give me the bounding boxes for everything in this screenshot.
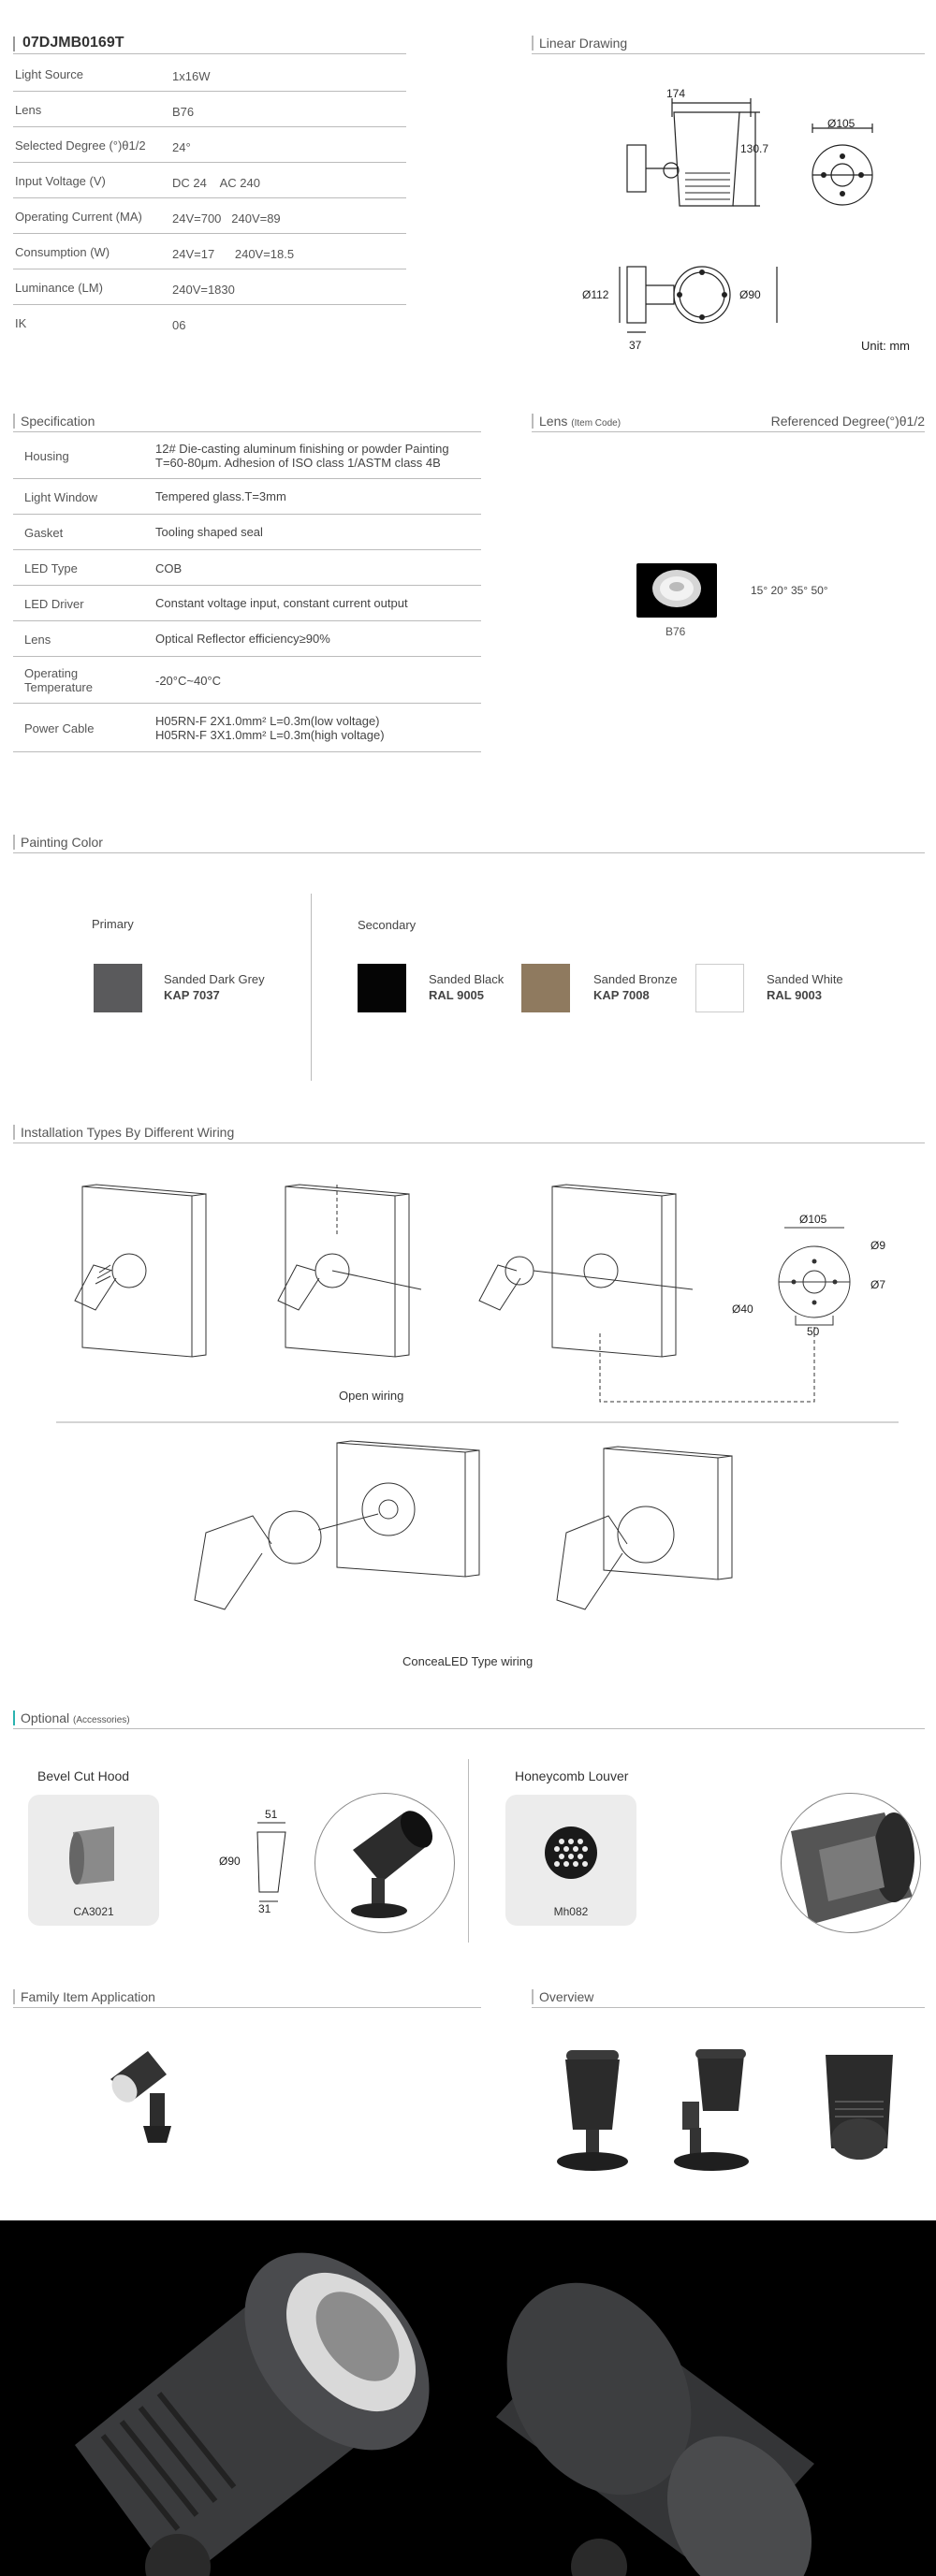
spec-value: 24V=17 240V=18.5	[172, 247, 295, 261]
louver-card	[505, 1795, 636, 1926]
spec-row	[13, 269, 406, 305]
spec-label: Operating Current (MA)	[15, 210, 142, 224]
section-bar	[532, 414, 534, 429]
spec-row	[13, 479, 481, 515]
swatch-name	[429, 971, 504, 1003]
bevel-card	[28, 1795, 159, 1926]
bevel-spotlight-graphic	[315, 1794, 455, 1933]
overview-image-back	[812, 2045, 906, 2176]
spec-label: Housing	[24, 449, 69, 463]
unit-label: Unit: mm	[861, 339, 910, 353]
spec-label: Lens	[15, 103, 42, 117]
swatch-label: Sanded Bronze	[593, 972, 678, 986]
bevel-title: Bevel Cut Hood	[37, 1768, 130, 1783]
swatch-code: RAL 9003	[767, 988, 823, 1002]
spec-label: Selected Degree (°)θ1/2	[15, 138, 146, 153]
spec-label: Gasket	[24, 526, 64, 540]
spec-row	[13, 550, 481, 586]
section-title	[539, 414, 621, 429]
specification-table	[13, 432, 481, 774]
spec-value: DC 24 AC 240	[172, 176, 260, 190]
optional-divider	[468, 1759, 469, 1943]
section-bar	[13, 1710, 15, 1725]
dim-base: Ø105	[827, 117, 856, 130]
dim-bottom: 50	[807, 1325, 820, 1338]
specification-header	[13, 412, 481, 432]
color-swatch-bronze	[521, 964, 570, 1012]
spec-value: Tooling shaped seal	[155, 525, 263, 539]
title-bar	[13, 36, 15, 51]
spec-row	[13, 234, 406, 269]
dim-left: Ø40	[732, 1303, 753, 1316]
section-title: Linear Drawing	[539, 36, 628, 51]
lens-title: Lens	[539, 414, 568, 429]
spec-value: 1x16W	[172, 69, 211, 83]
spec-label: Input Voltage (V)	[15, 174, 106, 188]
overview-image-front	[552, 2045, 636, 2176]
spec-label: LED Driver	[24, 597, 84, 611]
bevel-code: CA3021	[73, 1905, 114, 1918]
optional-subtitle: (Accessories)	[73, 1715, 130, 1725]
spec-row	[13, 56, 406, 92]
secondary-label: Secondary	[358, 918, 417, 932]
spec-value: -20°C~40°C	[155, 674, 222, 688]
lens-degrees: 15° 20° 35° 50°	[751, 584, 828, 597]
spec-row	[13, 704, 481, 752]
spec-label: Lens	[24, 633, 51, 647]
spec-row	[13, 432, 481, 479]
dim-top: Ø105	[799, 1213, 827, 1226]
spec-row	[13, 305, 406, 341]
spec-row	[13, 92, 406, 127]
product-code-header	[13, 34, 406, 54]
linear-drawing-header	[532, 34, 925, 54]
primary-label: Primary	[92, 917, 134, 931]
spec-label: IK	[15, 316, 27, 330]
section-title: Painting Color	[21, 835, 103, 850]
installation-diagrams	[0, 1160, 936, 1684]
spec-value: 240V=1830	[172, 283, 235, 297]
section-bar	[13, 414, 15, 429]
painting-header	[13, 833, 925, 853]
color-divider	[311, 894, 312, 1081]
optional-header	[13, 1709, 925, 1729]
family-product-image	[101, 2042, 195, 2145]
drawing-lines	[562, 75, 936, 365]
spec-row	[13, 621, 481, 657]
overview-image-side	[669, 2045, 763, 2176]
section-title: Specification	[21, 414, 95, 429]
spec-label: LED Type	[24, 561, 78, 575]
lens-graphic	[636, 563, 717, 618]
product-code: 07DJMB0169T	[22, 35, 124, 51]
louver-title: Honeycomb Louver	[515, 1768, 629, 1783]
linear-drawing	[562, 75, 936, 365]
swatch-label: Sanded White	[767, 972, 843, 986]
concealed-wiring-label: ConceaLED Type wiring	[402, 1654, 534, 1668]
optional-title: Optional	[21, 1710, 70, 1725]
lens-image	[636, 563, 717, 618]
spec-value: Optical Reflector efficiency≥90%	[155, 632, 330, 646]
spec-value: 24V=700 240V=89	[172, 211, 281, 226]
ref-degree-label: Referenced Degree(°)θ1/2	[770, 414, 925, 429]
bevel-dim-side: Ø90	[219, 1855, 241, 1868]
dim-side: Ø90	[739, 288, 761, 301]
spec-value: Tempered glass.T=3mm	[155, 489, 286, 503]
lens-code: B76	[665, 625, 686, 638]
spec-value: 24°	[172, 140, 191, 154]
swatch-code: KAP 7037	[164, 988, 220, 1002]
installation-lines	[0, 1160, 936, 1684]
bevel-dim-bottom: 31	[258, 1902, 271, 1915]
section-bar	[13, 1989, 15, 2004]
dim-mount: Ø112	[582, 288, 609, 301]
spec-value: 06	[172, 318, 186, 332]
section-title: Overview	[539, 1989, 594, 2004]
lens-subtitle: (Item Code)	[571, 418, 622, 429]
spec-value: Constant voltage input, constant current output	[155, 596, 408, 610]
hero-spotlight-graphic	[0, 2220, 936, 2576]
dim-hole2: Ø7	[870, 1278, 886, 1291]
section-title: Installation Types By Different Wiring	[21, 1125, 235, 1140]
dim-depth: 37	[629, 339, 642, 352]
installation-header	[13, 1123, 925, 1143]
open-wiring-label: Open wiring	[339, 1389, 404, 1403]
swatch-label: Sanded Dark Grey	[164, 972, 265, 986]
dim-height: 130.7	[740, 142, 769, 155]
swatch-code: KAP 7008	[593, 988, 650, 1002]
lens-header	[532, 412, 925, 432]
color-swatch-dark-grey	[94, 964, 142, 1012]
spec-row	[13, 657, 481, 704]
spec-row	[13, 586, 481, 621]
overview-header	[532, 1987, 925, 2008]
section-bar	[532, 36, 534, 51]
basic-spec-table	[13, 56, 406, 346]
section-title: Family Item Application	[21, 1989, 155, 2004]
spec-row	[13, 515, 481, 550]
swatch-code: RAL 9005	[429, 988, 485, 1002]
spec-value: H05RN-F 2X1.0mm² L=0.3m(low voltage) H05RN-F 3X1.0mm² L=0.3m(high voltage)	[155, 714, 385, 742]
spec-value: 12# Die-casting aluminum finishing or powder Painting T=60-80μm. Adhesion of ISO class 1/ASTM class 4B	[155, 442, 449, 470]
section-title	[21, 1710, 130, 1725]
spec-row	[13, 198, 406, 234]
spec-label: Operating Temperature	[24, 666, 93, 694]
louver-photo	[781, 1793, 921, 1933]
section-bar	[13, 835, 15, 850]
swatch-name	[164, 971, 265, 1003]
bevel-photo	[314, 1793, 455, 1933]
spec-label: Consumption (W)	[15, 245, 110, 259]
spec-value: B76	[172, 105, 195, 119]
family-header	[13, 1987, 481, 2008]
hero-banner	[0, 2220, 936, 2576]
swatch-label: Sanded Black	[429, 972, 505, 986]
section-bar	[532, 1989, 534, 2004]
swatch-name	[767, 971, 843, 1003]
spec-row	[13, 163, 406, 198]
louver-code: Mh082	[553, 1905, 589, 1918]
spec-label: Light Source	[15, 67, 83, 81]
bevel-drawing	[239, 1806, 304, 1909]
spec-label: Luminance (LM)	[15, 281, 103, 295]
swatch-name	[593, 971, 678, 1003]
bevel-dim-top: 51	[265, 1808, 278, 1821]
spec-label: Power Cable	[24, 721, 95, 735]
louver-fixture-graphic	[782, 1794, 921, 1933]
spec-value: COB	[155, 561, 183, 575]
color-swatch-black	[358, 964, 406, 1012]
dim-width: 174	[666, 87, 686, 100]
section-bar	[13, 1125, 15, 1140]
spec-label: Light Window	[24, 490, 98, 504]
dim-hole1: Ø9	[870, 1239, 886, 1252]
color-swatch-white	[695, 964, 744, 1012]
spec-row	[13, 127, 406, 163]
